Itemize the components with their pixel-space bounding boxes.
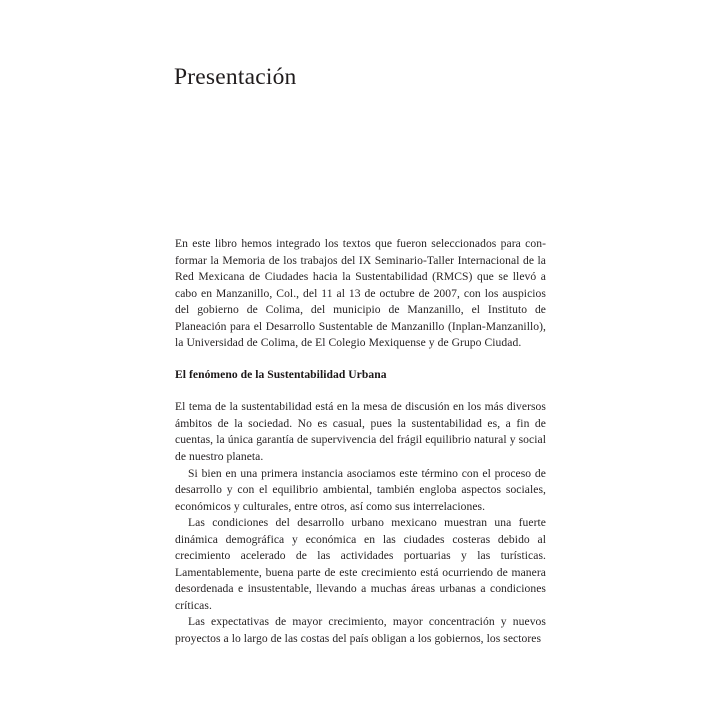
text-column bbox=[175, 236, 546, 648]
section-subheading: El fenómeno de la Sustentabilidad Urbana bbox=[175, 368, 387, 382]
body-paragraph: Si bien en una primera instancia asociamos este término con el proceso de desarrollo y con el equilibrio ambiental, también engloba aspectos sociales, económicos y culturales, entre otros, así como sus interrelaciones. bbox=[175, 466, 546, 513]
body-paragraph: El tema de la sustentabilidad está en la mesa de discusión en los más diversos ámbitos de la sociedad. No es casual, pues la sustentabilidad es, a fin de cuentas, la única garantía de supervivencia del frágil equilibrio natural y social de nuestro planeta. bbox=[175, 400, 546, 464]
body-paragraph: Las condiciones del desarrollo urbano mexicano muestran una fuerte dinámica demográfica y económica en las ciudades costeras debido al crecimiento acelerado de las actividades portuarias y las turísticas. Lamentablemente, buena parte de este crecimiento está ocurriendo de manera desordenada e insustentable, llevando a muchas áreas urbanas a condiciones críticas. bbox=[175, 516, 546, 612]
page-title: Presentación bbox=[174, 64, 297, 90]
body-paragraph: Las expectativas de mayor crecimiento, mayor concentración y nuevos proyectos a lo largo de las costas del país obligan a los gobiernos, los sectores bbox=[175, 615, 546, 646]
intro-paragraph: En este libro hemos integrado los textos que fueron seleccionados para con-formar la Memoria de los trabajos del IX Seminario-Taller Internacional de la Red Mexicana de Ciudades hacia la Sustentabilidad (RMCS) que se llevó a cabo en Manzanillo, Col., del 11 al 13 de octubre de 2007, con los auspicios del gobierno de Colima, del municipio de Manzanillo, el Instituto de Planeación para el Desarrollo Sustentable de Manzanillo (Inplan-Manzanillo), la Universidad de Colima, de El Colegio Mexiquense y de Grupo Ciudad. bbox=[175, 237, 546, 350]
